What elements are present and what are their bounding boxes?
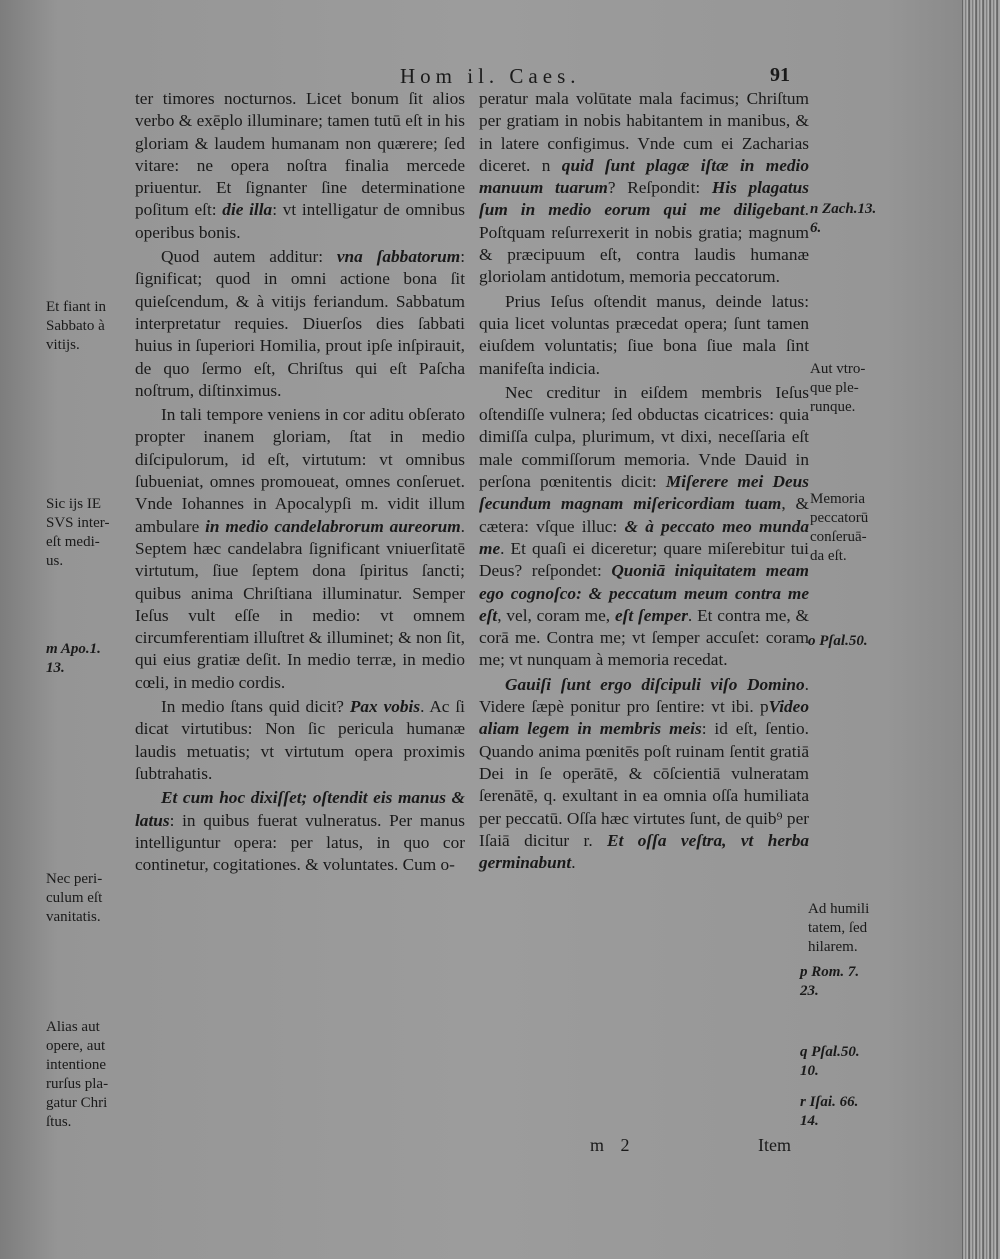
margin-note-line: opere, aut	[46, 1038, 106, 1054]
margin-note-line: 6.	[810, 220, 822, 236]
bleed-through-text	[0, 140, 40, 1040]
margin-note-left	[46, 1018, 146, 1132]
paragraph-text: . Ac ſi dicat virtutibus: Non ſic pericula humanæ laudis metuatis; vt virtutum opera proximis ſubtrahatis.	[135, 697, 465, 783]
margin-note-line: Memoria	[810, 491, 865, 507]
margin-note-line: Nec peri-	[46, 871, 103, 887]
paragraph-text: : vt intelligatur de omnibus operibus bonis.	[135, 200, 465, 242]
paragraph	[135, 246, 465, 402]
paragraph-text: Quod autem additur:	[161, 247, 337, 267]
margin-note-line: tatem, ſed	[808, 920, 868, 936]
paragraph	[135, 787, 465, 876]
margin-note-line: Aut vtro-	[810, 361, 866, 377]
paragraph	[479, 674, 809, 875]
margin-note-line: eſt medi-	[46, 534, 100, 550]
paragraph-text: . Et quaſi ei diceretur; quare miſerebitur tui Deus? reſpondet:	[479, 538, 809, 581]
paragraph-text: In medio ſtans quid dicit?	[161, 697, 350, 717]
scripture-quote: in medio candelabrorum aureorum	[205, 516, 461, 536]
scripture-quote: His plagatus ſum in medio eorum qui me diligebant	[479, 178, 810, 220]
margin-note-line: gatur Chri	[46, 1095, 108, 1111]
margin-note-line: p Rom. 7.	[800, 964, 860, 980]
margin-note-right	[800, 1093, 900, 1131]
paragraph-text: : in quibus fuerat vulneratus. Per manus intelliguntur opera: per latus, in quo cor continetur, cogitationes. & voluntates. Cum o-	[135, 810, 465, 875]
margin-note-line: 13.	[46, 660, 65, 676]
running-head: Hom il. Caes.	[400, 64, 581, 88]
scripture-quote: eſt ſemper	[614, 605, 688, 625]
margin-note-line: Sic ijs IE	[46, 496, 101, 512]
margin-note-line: SVS inter-	[46, 515, 110, 531]
margin-note-line: ſtus.	[46, 1114, 72, 1130]
margin-note-line: q Pſal.50.	[800, 1044, 860, 1060]
scripture-quote: Pax vobis	[349, 697, 421, 717]
margin-note-line: hilarem.	[808, 939, 858, 955]
margin-note-line: culum eſt	[46, 890, 103, 906]
paragraph	[135, 404, 465, 694]
margin-note-line: Sabbato à	[46, 318, 105, 334]
paragraph-text: ? Reſpondit:	[607, 178, 712, 198]
paragraph	[479, 291, 809, 380]
paragraph-text: . Septem hæc candelabra ſignificant vniuerſitatē virtutum, ſiue ſeptem dona ſpiritus ſancti; quibus anima Chriſtiana illuminatur. Semper Ieſus vult eſſe in medio: vt omnem circumferentiam illuſtret & illuminet; & non ſit, qui eius gratiæ deſit. In medio terræ, in medio cœli, in medio cordis.	[135, 516, 465, 692]
margin-note-line: peccatorū	[810, 510, 869, 526]
paragraph-text: : id eſt, ſentio. Quando anima pœnitēs poſt ruinam ſentit gratiā Dei in ſe operātē, & cōſcientiā vulneratam ſerenātē, q. exultant in ea omnia oſſa humiliata per peccatū. Oſſa hæc virtutes ſunt, de quib⁹ per Iſaiā dicitur r.	[479, 719, 809, 850]
paragraph-text: Prius Ieſus oſtendit manus, deinde latus: quia licet voluntas præcedat opera; ſunt tamen eiuſdem voluntatis; ſiue bona ſiue mala ſint manifeſta indicia.	[479, 291, 809, 378]
margin-note-line: 14.	[800, 1113, 819, 1129]
margin-note-line: rurſus pla-	[46, 1076, 109, 1092]
margin-note-line: intentione	[46, 1057, 106, 1073]
paragraph-text: : ſignificat; quod in omni actione bona ſit quieſcendum, & à vitijs feriandum. Sabbatum interpretatur requies. Diuerſos dies ſabbati huius in ſuperiori Homilia, prout ipſe inſpirauit, de quo ſermo eſt, Chriſtus qui eſt Paſcha noſtrum, diſtinximus.	[135, 247, 465, 400]
margin-note-line: 23.	[800, 983, 819, 999]
paragraph-text: .	[571, 853, 576, 873]
paragraph-text: peratur mala volūtate mala facimus; Chriſtum per gratiam in nobis habitantem in manibus, & in latere configimus. Vnde cum ei Zacharias diceret. n	[479, 89, 809, 175]
signature-mark: m 2	[590, 1135, 636, 1155]
margin-note-line: us.	[46, 553, 64, 569]
margin-note-right	[810, 490, 910, 566]
margin-note-line: m Apo.1.	[46, 641, 101, 657]
paragraph-text: . Et contra me, & corā me. Contra me; vt ſemper accuſet: coram me; vt nunquam à memoria recedat.	[479, 605, 809, 670]
scripture-quote: Et cum hoc dixiſſet; oſtendit eis manus & latus	[135, 788, 465, 830]
paragraph-text: . Videre ſæpè ponitur pro ſentire: vt ibi. p	[479, 674, 809, 717]
margin-note-left	[46, 298, 146, 355]
scripture-quote: Et oſſa veſtra, vt herba germinabunt	[479, 830, 809, 873]
paragraph	[479, 382, 809, 672]
catchword: Item	[758, 1135, 791, 1155]
margin-note-line: Alias aut	[46, 1019, 100, 1035]
page-number: 91	[770, 64, 790, 86]
scripture-quote: Miſerere mei Deus ſecundum magnam miſericordiam tuam	[479, 472, 809, 514]
margin-note-line: vitijs.	[46, 337, 80, 353]
margin-note-line: r Iſai. 66.	[800, 1094, 859, 1110]
scripture-quote: die illa	[222, 200, 273, 220]
margin-note-line: n Zach.13.	[810, 201, 877, 217]
margin-note-line: da eſt.	[810, 548, 847, 564]
margin-note-right	[800, 1043, 900, 1081]
paragraph	[479, 88, 809, 289]
scripture-quote: vna ſabbatorum	[336, 247, 461, 267]
left-text-column	[135, 88, 465, 876]
scripture-quote: Quoniā iniquitatem meam ego cognoſco: & peccatum meum contra me eſt	[479, 561, 809, 625]
paragraph-text: In tali tempore veniens in cor aditu obſerato propter inanem gloriam, ſtat in medio diſcipulorum, id eſt, virtutum: vt omnibus ſubueniat, omnes promoueat, omnes conſeruet. Vnde Iohannes in Apocalypſi m. vidit illum ambulare	[135, 405, 465, 536]
margin-note-left	[46, 640, 146, 678]
margin-note-right	[808, 900, 908, 957]
paragraph	[135, 696, 465, 785]
margin-note-right	[810, 200, 910, 238]
book-fore-edge	[962, 0, 1000, 1259]
right-text-column	[479, 88, 809, 874]
scripture-quote: Gauiſi ſunt ergo diſcipuli viſo Domino	[505, 674, 805, 694]
paragraph-text: Nec creditur in eiſdem membris Ieſus oſtendiſſe vulnera; ſed obductas cicatrices: quia dimiſſa culpa, plurimum, vt dixi, neceſſaria eſt male commiſſorum memoria. Vnde Dauid in perſona pœnitentis dicit:	[479, 382, 809, 492]
margin-note-left	[46, 870, 146, 927]
scripture-quote: & à peccato meo munda me	[479, 516, 810, 558]
margin-note-line: o Pſal.50.	[808, 633, 868, 649]
paragraph-text: , & cætera: vſque illuc:	[479, 494, 809, 536]
margin-note-line: Ad humili	[808, 901, 870, 917]
paragraph-text: , vel, coram me,	[497, 605, 615, 625]
margin-note-right	[800, 963, 900, 1001]
margin-note-line: 10.	[800, 1063, 819, 1079]
margin-note-line: Et fiant in	[46, 299, 106, 315]
scripture-quote: quid ſunt plagæ iſtæ in medio manuum tuarum	[479, 155, 809, 198]
margin-note-line: vanitatis.	[46, 909, 101, 925]
margin-note-left	[46, 495, 146, 571]
margin-note-line: conſeruā-	[810, 529, 867, 545]
paragraph-text: ter timores nocturnos. Licet bonum ſit alios verbo & exēplo illuminare; tamen tutū eſt in his gloriam & laudem humanam non quærere; ſed vitare: ne opera noſtra finalia mercede priuentur. Et ſignanter ſine determinatione poſitum eſt:	[135, 89, 465, 220]
margin-note-line: que ple-	[810, 380, 859, 396]
scripture-quote: Video aliam legem in membris meis	[479, 697, 809, 739]
paragraph-text: . Poſtquam reſurrexerit in nobis gratia; magnum & præcipuum eſt, contra laudis humanæ gloriolam antidotum, memoria peccatorum.	[479, 200, 809, 287]
margin-note-right	[810, 360, 910, 417]
paragraph	[135, 88, 465, 244]
margin-note-right	[808, 632, 908, 651]
margin-note-line: runque.	[810, 399, 856, 415]
